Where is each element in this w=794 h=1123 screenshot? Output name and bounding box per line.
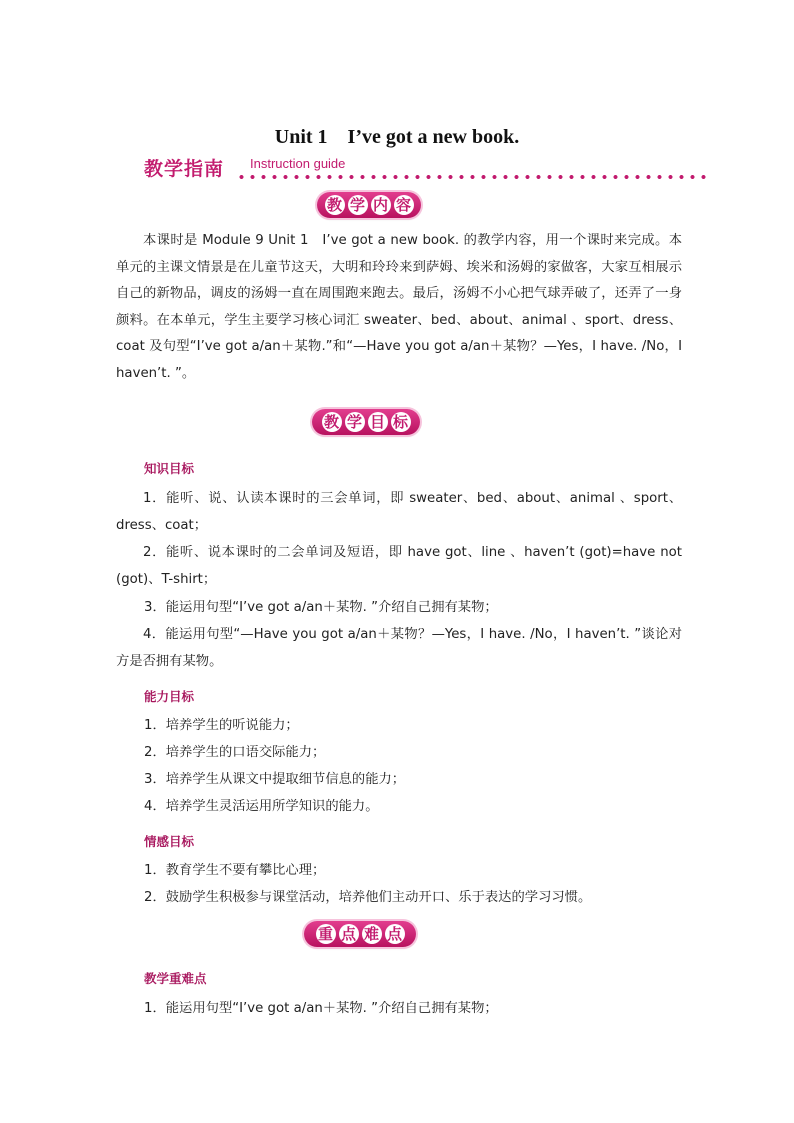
badge-char: 目	[368, 412, 388, 432]
guide-label-cn: 教学指南	[144, 158, 225, 180]
keypoints-heading: 教学重难点	[144, 971, 207, 986]
emotion-goal-item: 2．鼓励学生积极参与课堂活动，培养他们主动开口、乐于表达的学习习惯。	[144, 890, 592, 905]
knowledge-goal-item: 3．能运用句型“I’ve got a/an＋某物. ”介绍自己拥有某物；	[144, 600, 498, 615]
badge-char: 学	[345, 412, 365, 432]
ability-goal-item: 3．培养学生从课文中提取细节信息的能力；	[144, 772, 406, 787]
ability-goals-heading: 能力目标	[144, 689, 195, 704]
content-paragraph: 本课时是 Module 9 Unit 1 I’ve got a new book. 的教学内容，用一个课时来完成。本单元的主课文情景是在儿童节这天，大明和玲玲来到萨姆、埃米和汤姆的家做客，大家互相展示自己的新物品，调皮的汤姆一直在周围跑来跑去。最后，汤姆不小心把气球弄破了，还弄了一身颜料。在本单元，学生主要学习核心词汇 sweater、bed、about、animal 、sport、dress、coat 及句型“I’ve got a/an＋某物.”和“—Have you got a/an＋某物？—Yes，I have. /No，I haven’t. ”。	[116, 233, 682, 381]
dotted-divider	[236, 173, 708, 181]
badge-char: 教	[325, 195, 345, 215]
page-title: Unit 1 I’ve got a new book.	[274, 126, 520, 148]
badge-char: 点	[339, 924, 359, 944]
knowledge-goals-heading: 知识目标	[144, 461, 195, 476]
badge-char: 容	[394, 195, 414, 215]
knowledge-goal-item: 4．能运用句型“—Have you got a/an＋某物？—Yes，I have. /No，I haven’t. ”谈论对方是否拥有某物。	[116, 627, 682, 669]
guide-label-en: Instruction guide	[250, 156, 346, 171]
instruction-guide-header	[144, 152, 708, 186]
knowledge-goal-item: 2．能听、说本课时的二会单词及短语，即 have got、line 、haven’t (got)=have not (got)、T-shirt；	[116, 545, 682, 587]
emotion-goal-item: 1．教育学生不要有攀比心理；	[144, 863, 326, 878]
keypoint-item: 1．能运用句型“I’ve got a/an＋某物. ”介绍自己拥有某物；	[144, 1001, 498, 1016]
emotion-goals-heading: 情感目标	[144, 834, 195, 849]
ability-goal-item: 2．培养学生的口语交际能力；	[144, 745, 326, 760]
badge-char: 学	[348, 195, 368, 215]
badge-char: 重	[316, 924, 336, 944]
knowledge-goal-item: 1．能听、说、认读本课时的三会单词，即 sweater、bed、about、animal 、sport、dress、coat；	[116, 491, 682, 533]
badge-char: 点	[385, 924, 405, 944]
ability-goal-item: 1．培养学生的听说能力；	[144, 718, 299, 733]
badge-char: 标	[391, 412, 411, 432]
ability-goal-item: 4．培养学生灵活运用所学知识的能力。	[144, 799, 379, 814]
section-badge-content	[317, 192, 421, 218]
badge-char: 教	[322, 412, 342, 432]
badge-char: 内	[371, 195, 391, 215]
section-badge-keypoints	[304, 921, 416, 947]
section-badge-goals	[312, 409, 420, 435]
badge-char: 难	[362, 924, 382, 944]
